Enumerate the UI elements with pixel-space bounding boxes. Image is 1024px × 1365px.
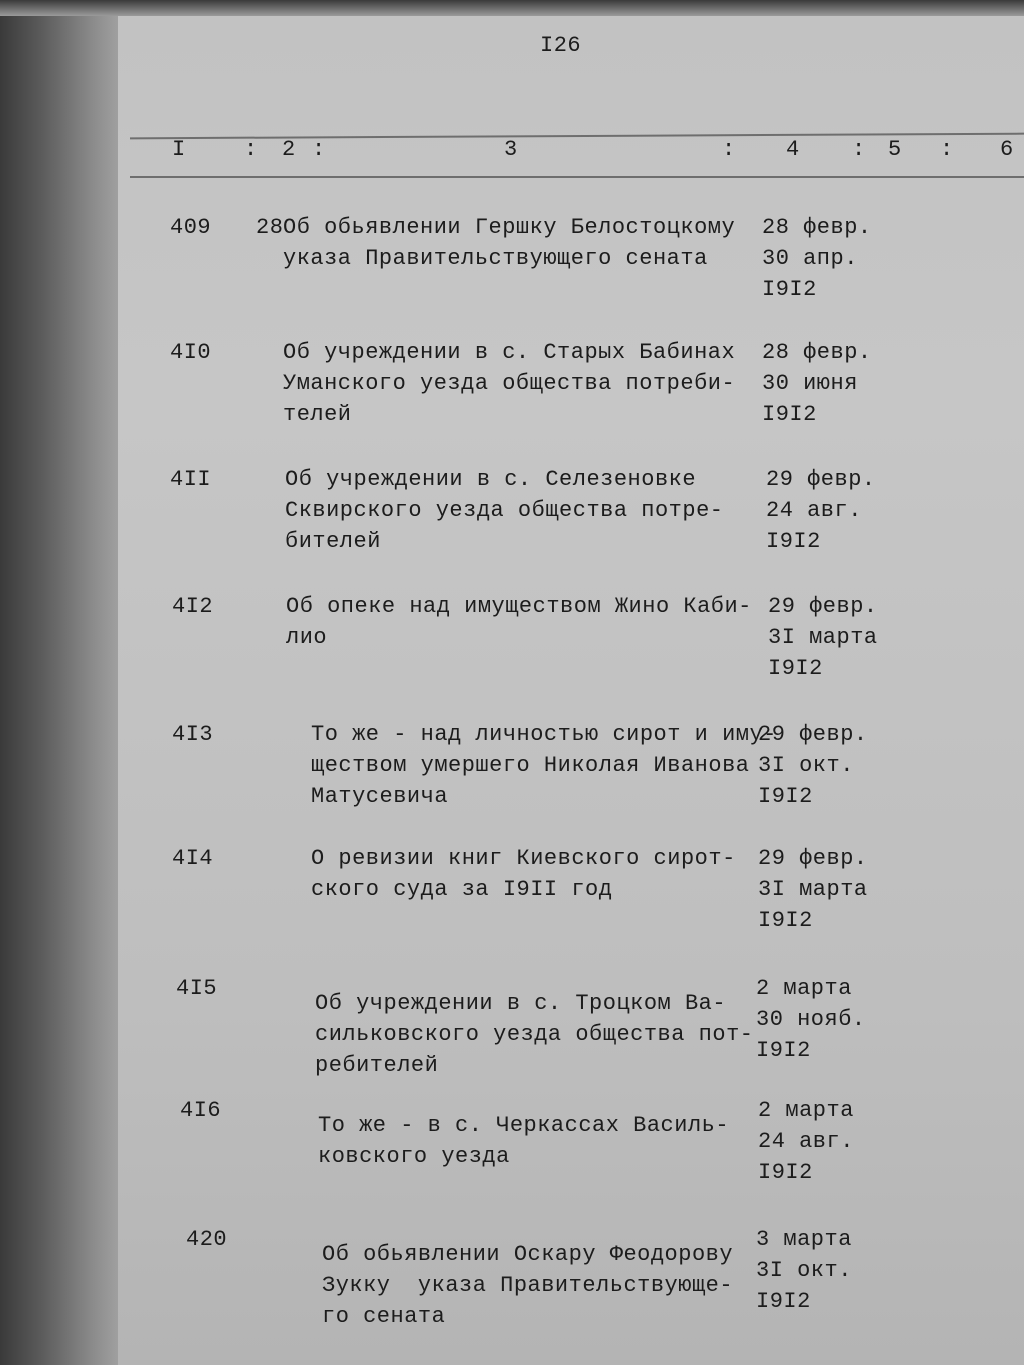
date-line: 29 февр.: [768, 594, 878, 619]
date-line: 29 февр.: [758, 722, 868, 747]
entry-description: [283, 212, 735, 274]
date-line: 28 февр.: [762, 340, 872, 365]
entry-dates: [762, 337, 872, 430]
entry-description: [315, 988, 753, 1081]
entry-dates: [758, 1095, 854, 1188]
date-line: 24 авг.: [758, 1129, 854, 1154]
entry-description: [318, 1110, 729, 1172]
entry-number: 4I0: [170, 340, 212, 365]
description-line: Об учреждении в с. Селезеновке: [285, 467, 697, 492]
column-header-3: 3: [504, 137, 518, 162]
description-line: Уманского уезда общества потреби-: [283, 371, 736, 396]
entry-number: 409: [170, 215, 212, 240]
entry-number: 4I5: [176, 976, 218, 1001]
entry-description: [311, 719, 777, 812]
description-line: ского суда за I9II год: [311, 877, 613, 902]
date-line: I9I2: [762, 277, 817, 302]
description-line: То же - над личностью сирот и иму-: [311, 722, 777, 747]
date-line: 30 июня: [762, 371, 858, 396]
entry-dates: [758, 719, 868, 812]
date-line: I9I2: [758, 784, 813, 809]
date-line: 24 авг.: [766, 498, 862, 523]
description-line: ковского уезда: [318, 1144, 510, 1169]
date-line: I9I2: [756, 1038, 811, 1063]
column-header-2: 2: [282, 137, 296, 162]
entry-description: [285, 464, 723, 557]
date-line: 29 февр.: [766, 467, 876, 492]
entry-description: [311, 843, 736, 905]
description-line: Об обьявлении Оскару Феодорову: [322, 1242, 734, 1267]
date-line: 30 нояб.: [756, 1007, 866, 1032]
entry-dates: [756, 973, 866, 1066]
entry-description: [322, 1239, 733, 1332]
entry-number: 420: [186, 1227, 228, 1252]
entry-number: 4II: [170, 467, 212, 492]
description-line: Об учреждении в с. Троцком Ва-: [315, 991, 727, 1016]
entry-dates: [768, 591, 878, 684]
date-line: I9I2: [766, 529, 821, 554]
entry-dates: [756, 1224, 852, 1317]
date-line: 28 февр.: [762, 215, 872, 240]
description-line: Об учреждении в с. Старых Бабинах: [283, 340, 736, 365]
date-line: I9I2: [768, 656, 823, 681]
page-number: I26: [540, 33, 582, 58]
date-line: I9I2: [762, 402, 817, 427]
entry-number: 4I4: [172, 846, 214, 871]
date-line: 3I окт.: [758, 753, 854, 778]
description-line: бителей: [285, 529, 381, 554]
entry-number: 4I3: [172, 722, 214, 747]
entry-description: [286, 591, 752, 653]
entry-description: [283, 337, 735, 430]
column-header-6: 6: [1000, 137, 1014, 162]
entry-dates: [766, 464, 876, 557]
column-header-1: I: [172, 137, 186, 162]
column-header-4: 4: [786, 137, 800, 162]
date-line: I9I2: [758, 1160, 813, 1185]
date-line: I9I2: [758, 908, 813, 933]
column-header-5: 5: [888, 137, 902, 162]
description-line: указа Правительствующего сената: [283, 246, 708, 271]
description-line: О ревизии книг Киевского сирот-: [311, 846, 736, 871]
entry-number: 4I2: [172, 594, 214, 619]
description-line: ребителей: [315, 1053, 439, 1078]
date-line: 29 февр.: [758, 846, 868, 871]
date-line: 3I марта: [768, 625, 878, 650]
description-line: Сквирского уезда общества потре-: [285, 498, 724, 523]
date-line: 30 апр.: [762, 246, 858, 271]
date-line: 3I марта: [758, 877, 868, 902]
entry-col2: 28: [256, 215, 284, 240]
description-line: Зукку указа Правительствующе-: [322, 1273, 734, 1298]
entry-dates: [758, 843, 868, 936]
description-line: телей: [283, 402, 352, 427]
date-line: 3 марта: [756, 1227, 852, 1252]
description-line: Матусевича: [311, 784, 449, 809]
date-line: I9I2: [756, 1289, 811, 1314]
description-line: сильковского уезда общества пот-: [315, 1022, 754, 1047]
date-line: 2 марта: [756, 976, 852, 1001]
description-line: ществом умершего Николая Иванова: [311, 753, 750, 778]
entry-number: 4I6: [180, 1098, 222, 1123]
description-line: го сената: [322, 1304, 446, 1329]
entry-dates: [762, 212, 872, 305]
date-line: 3I окт.: [756, 1258, 852, 1283]
page-edge-shadow: [0, 0, 1024, 16]
description-line: Об опеке над имуществом Жино Каби-: [286, 594, 752, 619]
date-line: 2 марта: [758, 1098, 854, 1123]
description-line: То же - в с. Черкассах Василь-: [318, 1113, 730, 1138]
description-line: Об обьявлении Гершку Белостоцкому: [283, 215, 736, 240]
description-line: лио: [286, 625, 328, 650]
header-rule-bottom: [130, 176, 1024, 178]
